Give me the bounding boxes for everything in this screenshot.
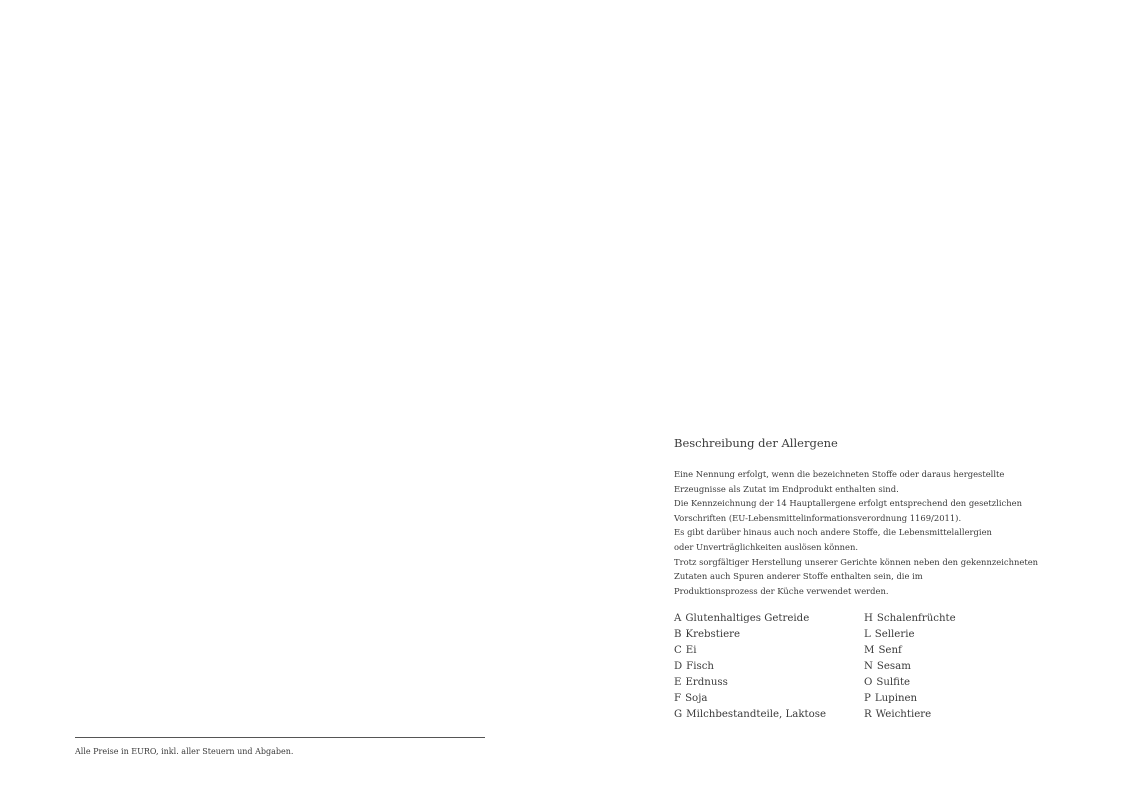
allergen-item <box>674 627 826 643</box>
allergen-item <box>674 707 826 723</box>
intro-line: Es gibt darüber hinaus auch noch andere Stoffe, die Lebensmittelallergien <box>674 527 992 538</box>
allergen-item <box>864 707 956 723</box>
intro-line: Erzeugnisse als Zutat im Endprodukt enthalten sind. <box>674 483 899 494</box>
allergen-item <box>674 675 826 691</box>
allergen-code: L <box>864 629 871 640</box>
allergen-code: G <box>674 709 683 720</box>
allergen-code: B <box>674 629 682 640</box>
allergen-name: Glutenhaltiges Getreide <box>685 613 810 624</box>
allergen-code: E <box>674 677 682 688</box>
footer-divider <box>75 737 485 738</box>
allergen-name: Erdnuss <box>685 677 728 688</box>
allergen-name: Lupinen <box>874 693 918 704</box>
price-note: Alle Preise in EURO, inkl. aller Steuern und Abgaben. <box>75 747 294 756</box>
allergen-item <box>864 643 956 659</box>
allergen-name: Weichtiere <box>875 709 932 720</box>
allergen-name: Sulfite <box>876 677 911 688</box>
allergen-heading: Beschreibung der Allergene <box>674 436 838 450</box>
intro-line: oder Unverträglichkeiten auslösen können. <box>674 541 859 552</box>
allergen-code: D <box>674 661 683 672</box>
allergen-code: N <box>864 661 873 672</box>
allergen-code: R <box>864 709 872 720</box>
allergen-item <box>864 659 956 675</box>
allergen-name: Sellerie <box>874 629 915 640</box>
allergen-code: A <box>674 613 682 624</box>
allergen-code: F <box>674 693 682 704</box>
allergen-item <box>674 659 826 675</box>
allergen-name: Ei <box>685 645 697 656</box>
allergen-intro <box>674 467 1094 598</box>
allergen-code: O <box>864 677 873 688</box>
allergen-code: M <box>864 645 875 656</box>
allergen-code: H <box>864 613 873 624</box>
allergen-name: Fisch <box>686 661 714 672</box>
allergen-item <box>674 691 826 707</box>
allergen-name: Milchbestandteile, Laktose <box>686 709 827 720</box>
allergen-column-left <box>674 611 826 723</box>
intro-line: Produktionsprozess der Küche verwendet werden. <box>674 585 889 596</box>
intro-line: Eine Nennung erfolgt, wenn die bezeichneten Stoffe oder daraus hergestellte <box>674 469 1005 479</box>
allergen-name: Schalenfrüchte <box>876 613 956 624</box>
intro-line: Zutaten auch Spuren anderer Stoffe enthalten sein, die im <box>674 571 923 582</box>
allergen-name: Senf <box>878 645 902 656</box>
allergen-item <box>674 611 826 627</box>
intro-line: Vorschriften (EU-Lebensmittelinformationsverordnung 1169/2011). <box>674 512 962 523</box>
allergen-name: Sesam <box>876 661 911 672</box>
allergen-item <box>674 643 826 659</box>
allergen-item <box>864 611 956 627</box>
allergen-item <box>864 627 956 643</box>
intro-line: Die Kennzeichnung der 14 Hauptallergene erfolgt entsprechend den gesetzlichen <box>674 498 1022 509</box>
allergen-code: P <box>864 693 871 704</box>
allergen-item <box>864 675 956 691</box>
allergen-item <box>864 691 956 707</box>
allergen-column-right <box>864 611 956 723</box>
allergen-name: Soja <box>685 693 708 704</box>
allergen-name: Krebstiere <box>685 629 741 640</box>
allergen-section <box>674 436 1094 720</box>
intro-line: Trotz sorgfältiger Herstellung unserer Gerichte können neben den gekennzeichneten <box>674 556 1039 567</box>
allergen-code: C <box>674 645 682 656</box>
